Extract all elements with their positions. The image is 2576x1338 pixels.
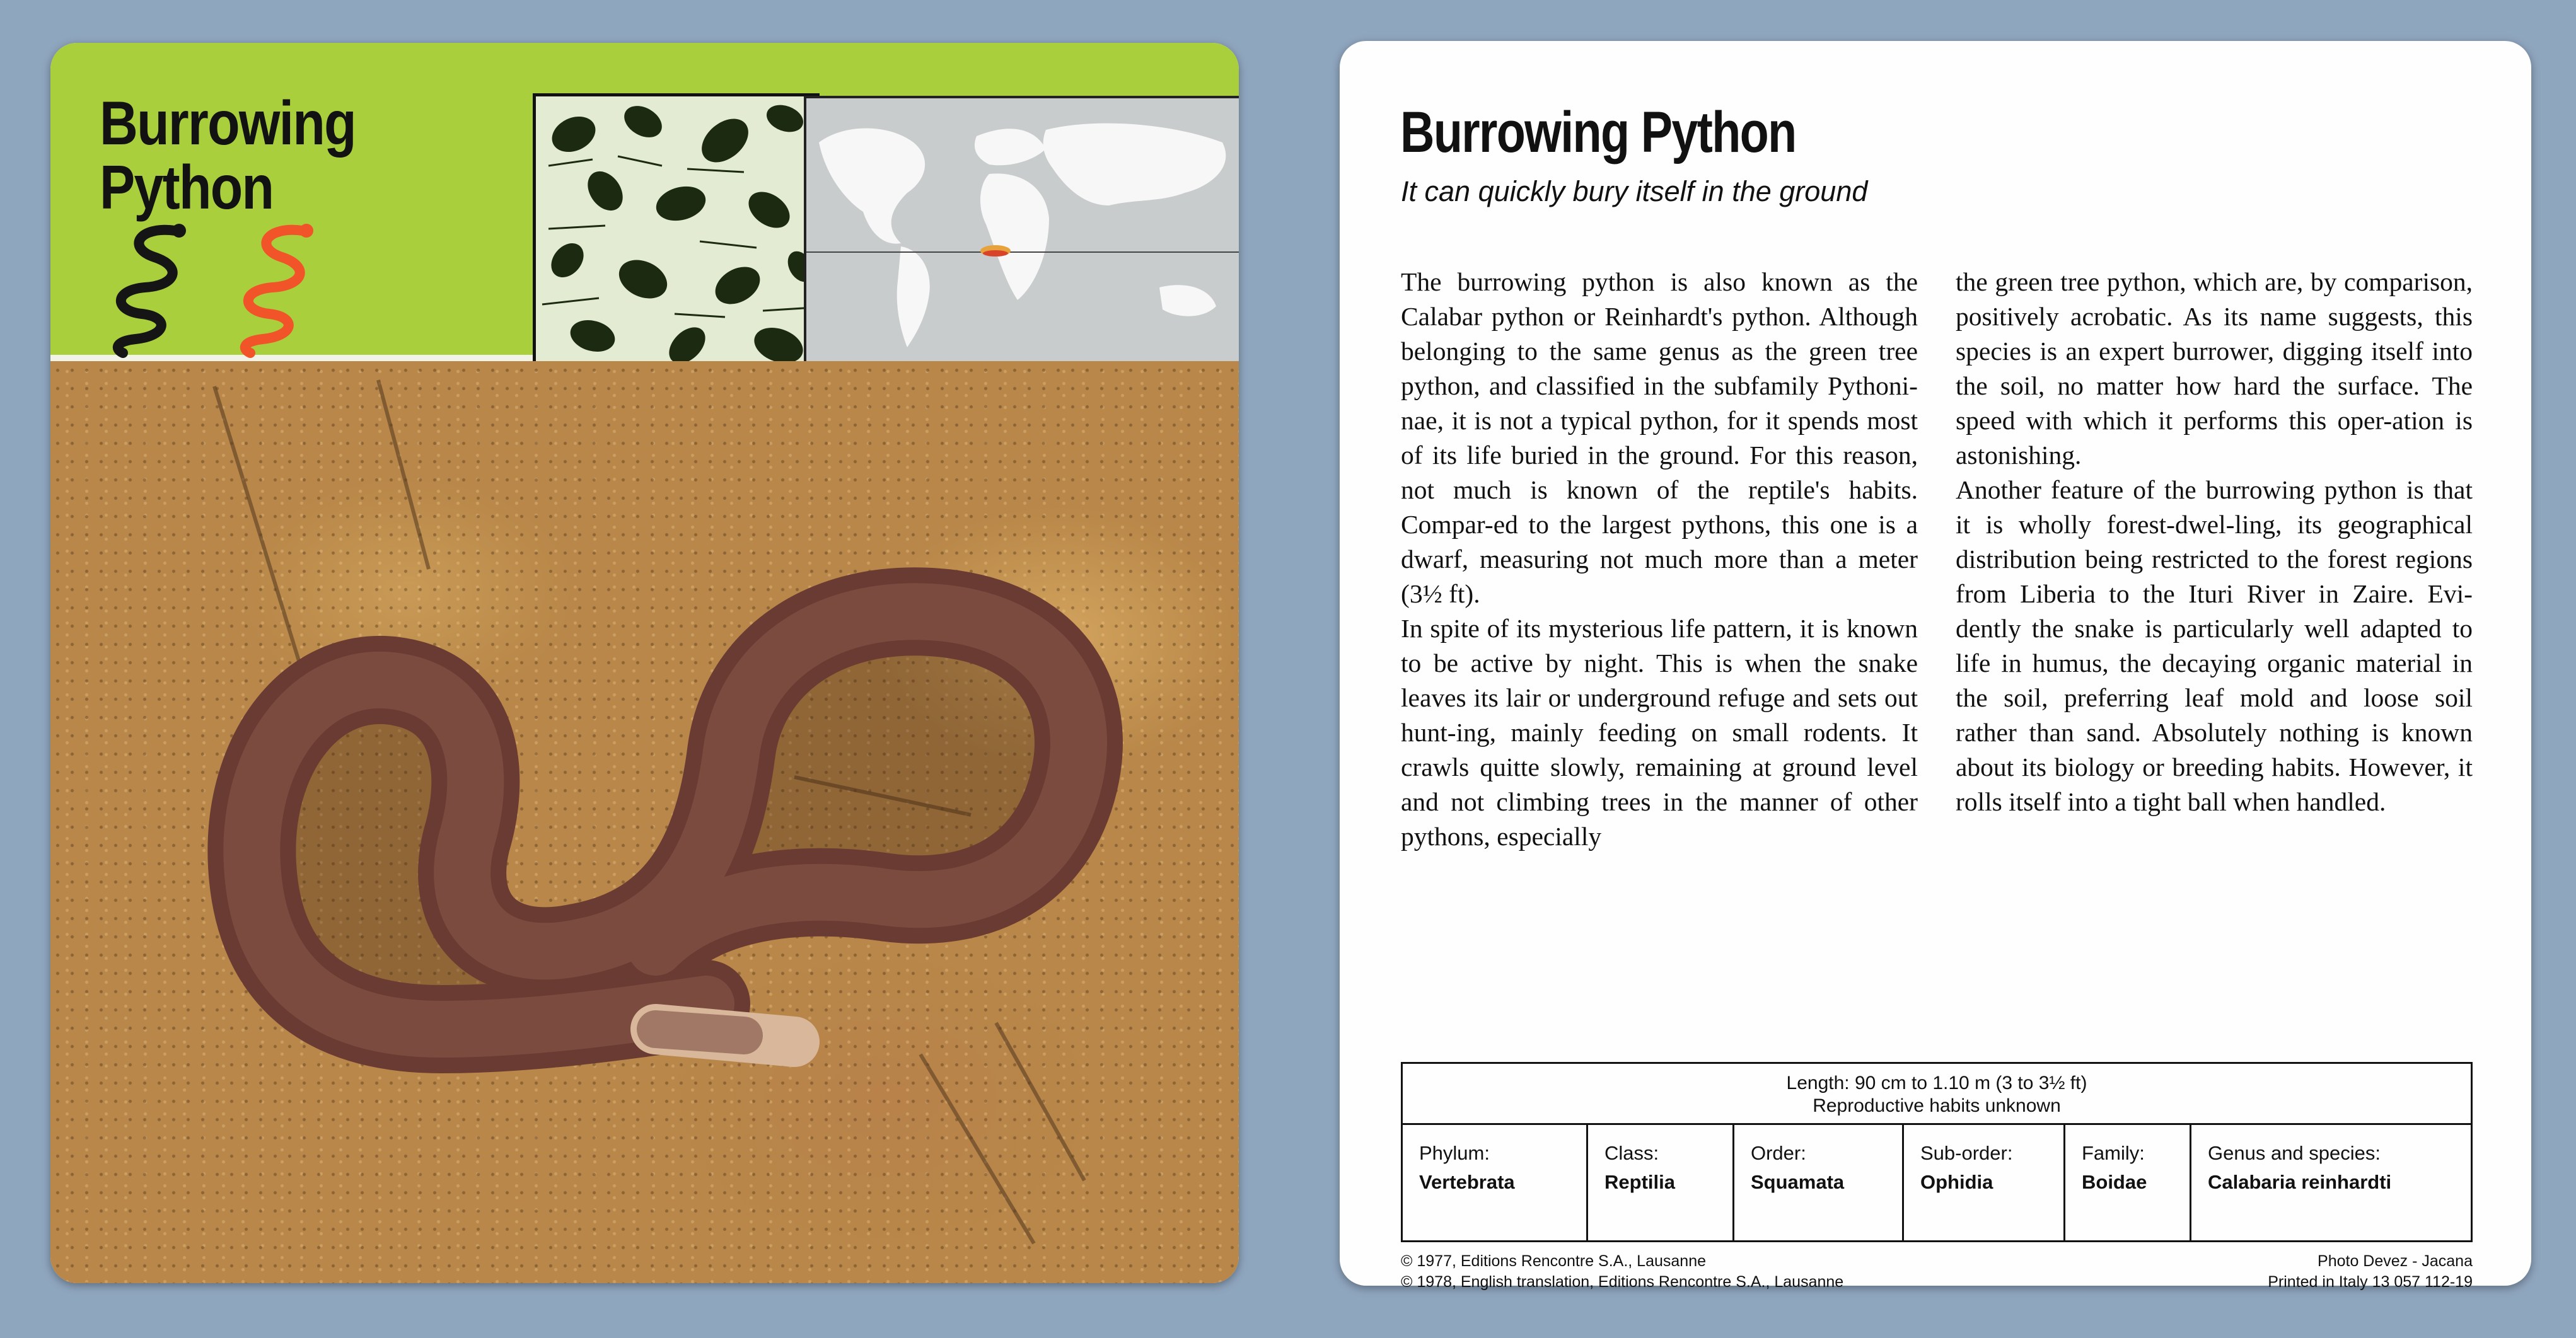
facts-box	[1401, 1062, 2473, 1242]
taxonomy-value: Vertebrata	[1419, 1171, 1515, 1193]
reproduction-text: Reproductive habits unknown	[1813, 1095, 2061, 1116]
facts-summary	[1403, 1064, 2471, 1125]
card-back	[1340, 41, 2531, 1291]
copyright-line: © 1977, Editions Rencontre S.A., Lausanne	[1401, 1252, 1707, 1270]
taxonomy-label: Phylum:	[1419, 1142, 1490, 1164]
paragraph: Another feature of the burrowing python is that it is wholly forest-dwel-ling, its geographical distribution being restricted to the forest regions from Liberia to the Ituri River in Zaire. Evi-dently the snake is particularly well adapted to life in humus, the decaying organic material in the soil, preferring leaf mold and loose soil rather than sand. Absolutely nothing is known about its biology or breeding habits. However, it rolls itself into a tight ball when handled.	[1956, 475, 2473, 816]
snake-black-icon	[101, 219, 195, 358]
paragraph: The burrowing python is also known as the Calabar python or Reinhardt's python. Although belonging to the same genus as the green tree python, and classified in the subfamily Pythoni-nae, it is not a typical python, for it spends most of its life buried in the ground. For this reason, not much is known of the reptile's habits. Compar-ed to the largest pythons, this one is a dwarf, measuring not much more than a meter (3½ ft).	[1401, 267, 1918, 608]
photo-credit: Photo Devez - Jacana	[2318, 1252, 2473, 1270]
paragraph: the green tree python, which are, by comparison, positively acrobatic. As its name suggests, this species is an expert burrower, digging itself into the soil, no matter how hard the surface. The speed with which it performs this oper-ation is astonishing.	[1956, 267, 2473, 470]
taxonomy-value: Squamata	[1751, 1171, 1845, 1193]
printed-info: Printed in Italy 13 057 112-19	[2268, 1273, 2473, 1291]
taxonomy-cell-phylum	[1403, 1125, 1588, 1242]
taxonomy-value: Boidae	[2082, 1171, 2147, 1193]
copyright-block	[1401, 1251, 1843, 1293]
taxonomy-row	[1403, 1125, 2471, 1242]
length-text: Length: 90 cm to 1.10 m (3 to 3½ ft)	[1786, 1073, 2087, 1093]
credits-block	[2268, 1251, 2473, 1293]
card-front	[50, 43, 1239, 1283]
taxonomy-cell-class	[1588, 1125, 1734, 1242]
taxonomy-value: Ophidia	[1920, 1171, 1993, 1193]
python-illustration	[50, 361, 1239, 1283]
taxonomy-label: Sub-order:	[1920, 1142, 2013, 1164]
taxonomy-label: Order:	[1751, 1142, 1806, 1164]
back-title: Burrowing Python	[1400, 100, 1796, 164]
taxonomy-cell-genus	[2191, 1125, 2471, 1242]
taxonomy-value: Calabaria reinhardti	[2208, 1171, 2392, 1193]
taxonomy-cell-suborder	[1904, 1125, 2065, 1242]
text-column-left	[1401, 265, 1918, 854]
forest-habitat-icon	[533, 93, 820, 374]
snake-photo	[50, 361, 1239, 1283]
taxonomy-label: Genus and species:	[2208, 1142, 2381, 1164]
card-header	[50, 43, 1239, 355]
card-title-line1: Burrowing	[100, 88, 356, 158]
taxonomy-label: Family:	[2082, 1142, 2145, 1164]
taxonomy-label: Class:	[1604, 1142, 1659, 1164]
card-title	[100, 88, 356, 222]
taxonomy-cell-family	[2065, 1125, 2191, 1242]
taxonomy-value: Reptilia	[1604, 1171, 1675, 1193]
copyright-line: © 1978, English translation, Editions Rencontre S.A., Lausanne	[1401, 1273, 1844, 1291]
back-subtitle: It can quickly bury itself in the ground	[1401, 175, 1868, 207]
paragraph: In spite of its mysterious life pattern, it is known to be active by night. This is when the snake leaves its lair or underground refuge and sets out hunt-ing, mainly feeding on small rodents. It crawls quitte slowly, remaining at ground level and not climbing trees in the manner of other pythons, especially	[1401, 614, 1918, 851]
taxonomy-cell-order	[1734, 1125, 1904, 1242]
card-title-line2: Python	[100, 153, 274, 222]
text-column-right	[1956, 265, 2473, 819]
snake-red-icon	[228, 219, 323, 358]
world-range-map	[804, 96, 1239, 371]
